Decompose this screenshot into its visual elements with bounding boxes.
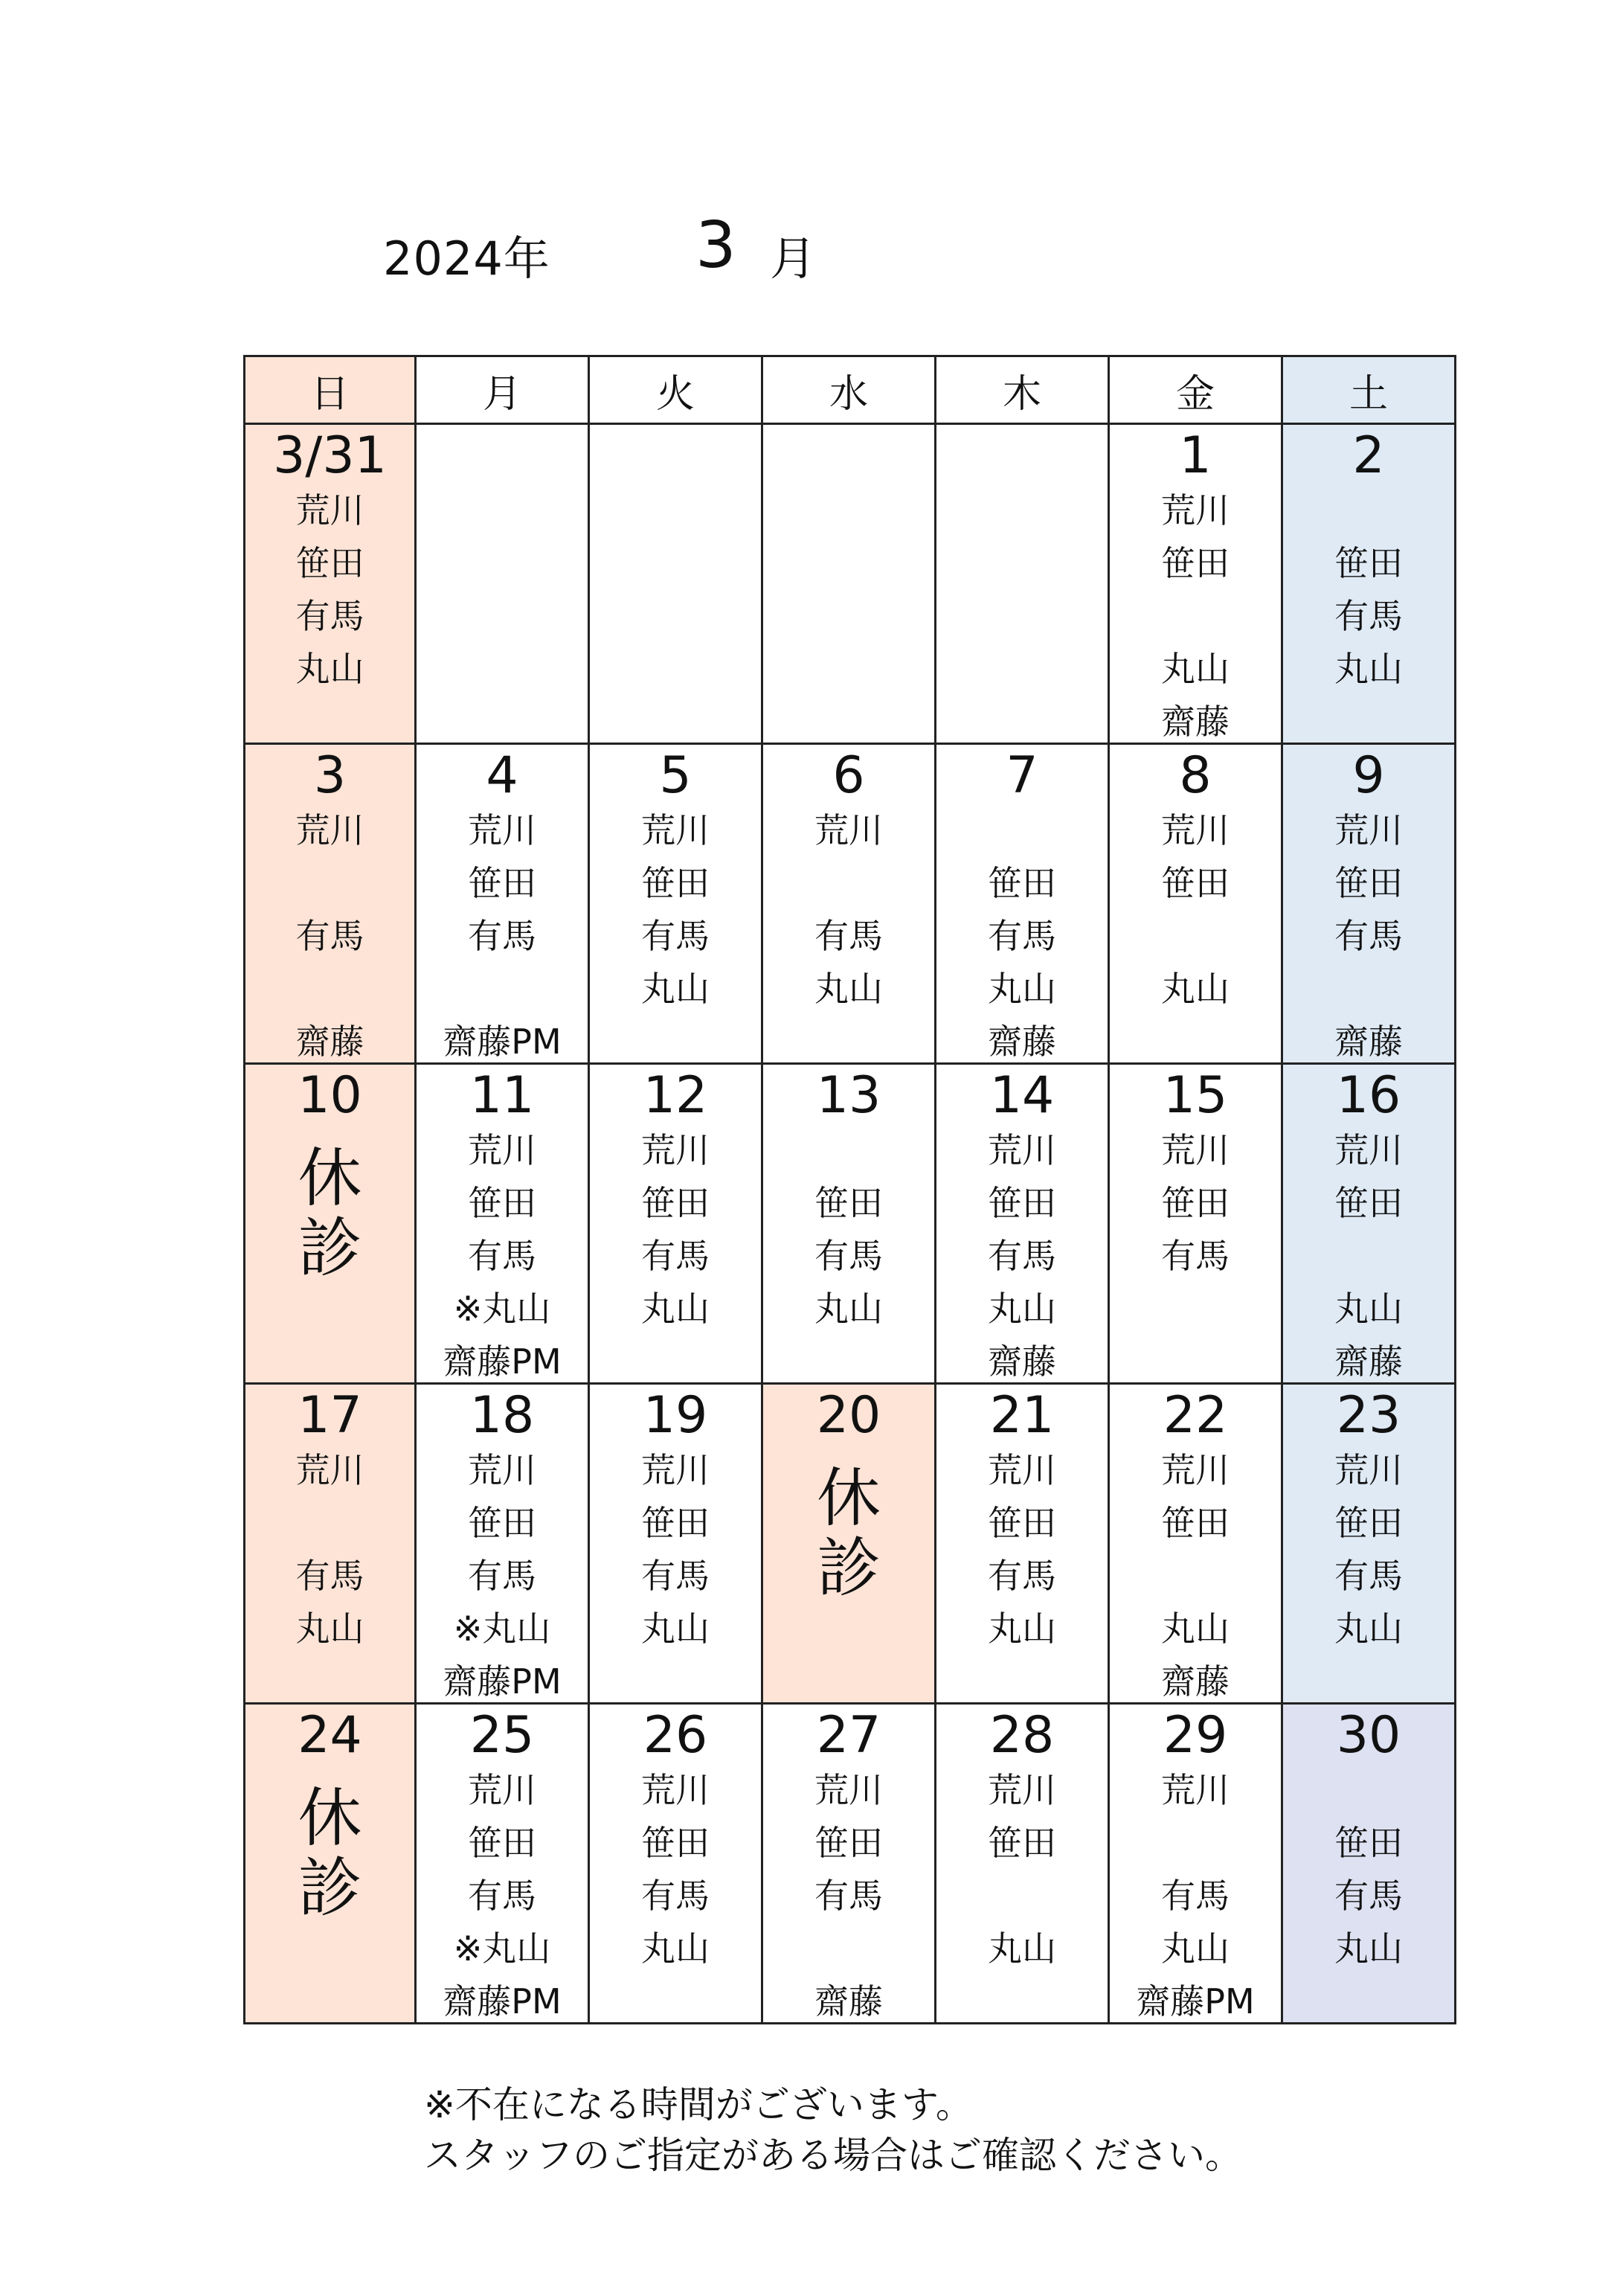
year-label: 2024年 [383,231,550,286]
day-number: 7 [1006,746,1038,805]
staff-name: 荒川 [641,1770,710,1810]
day-cell [1283,1705,1456,2024]
notes [424,2079,1242,2181]
day-number [763,428,934,484]
staff-name: 荒川 [295,490,364,530]
staff-name: 荒川 [641,1450,710,1490]
day-number: 20 [816,1386,881,1445]
day-number: 6 [832,746,865,805]
day-cell [763,425,936,745]
day-number [417,428,588,484]
staff-name: 荒川 [814,1770,883,1810]
staff-name: 荒川 [468,1770,536,1810]
day-cell [417,425,590,745]
day-cell [936,1065,1110,1385]
day-cell [417,745,590,1065]
staff-name [936,484,1108,537]
week-row [243,745,1456,1065]
staff-name: 荒川 [468,1130,536,1170]
staff-name [1283,963,1454,1016]
week-row [243,1385,1456,1705]
day-cell [417,1385,590,1705]
staff-name [590,537,761,590]
staff-name: 丸山 [988,969,1056,1009]
staff-name: 齋藤 [295,1022,364,1062]
staff-name: 有馬 [1161,1876,1230,1916]
staff-name [417,643,588,696]
staff-name: 荒川 [295,810,364,850]
staff-name [245,696,414,748]
staff-name: 笹田 [641,1183,710,1223]
day-number: 21 [989,1386,1055,1445]
staff-name [936,537,1108,590]
staff-name: 丸山 [1161,649,1230,689]
staff-name [590,590,761,643]
day-number: 10 [298,1066,362,1125]
schedule-calendar [243,355,1456,2024]
day-number: 3 [313,746,347,805]
staff-name: 笹田 [295,543,364,583]
day-cell [590,1705,763,2024]
staff-name [936,1870,1108,1923]
staff-name [590,1975,761,2028]
staff-name: 丸山 [641,1289,710,1329]
staff-name [590,1335,761,1388]
staff-name: 有馬 [468,1556,536,1596]
day-cell [763,745,936,1065]
staff-name [1110,1283,1281,1335]
staff-name: 笹田 [1334,543,1403,583]
day-number: 26 [643,1706,708,1765]
staff-name [590,696,761,748]
staff-name [763,1335,934,1388]
staff-name: 有馬 [641,916,710,956]
day-cell [936,745,1110,1065]
staff-name: 丸山 [1161,969,1230,1009]
day-number: 19 [643,1386,708,1445]
day-cell-closed [243,1705,417,2024]
staff-name: 笹田 [988,1823,1056,1863]
day-cell [763,1705,936,2024]
staff-name [1110,1335,1281,1388]
staff-name [763,1923,934,1975]
staff-name: 齋藤 [814,1981,883,2021]
staff-name [1283,1975,1454,2028]
staff-name [936,590,1108,643]
staff-name: 齋藤 [1334,1341,1403,1382]
day-number: 8 [1179,746,1212,805]
staff-name: 荒川 [1161,1450,1230,1490]
staff-name: 有馬 [1161,1236,1230,1276]
day-number: 28 [989,1706,1055,1765]
day-cell [1110,1065,1283,1385]
staff-name: ※丸山 [453,1928,551,1969]
day-number: 25 [469,1706,535,1765]
day-cell [417,1705,590,2024]
staff-name: 荒川 [468,1450,536,1490]
staff-name: 有馬 [295,1556,364,1596]
day-cell [590,425,763,745]
staff-name [417,484,588,537]
staff-name: 笹田 [641,1823,710,1863]
staff-name: 笹田 [988,863,1056,903]
staff-name: 齋藤PM [443,1981,562,2021]
staff-name: 笹田 [468,863,536,903]
staff-name [1110,1550,1281,1603]
staff-name: 齋藤 [988,1341,1056,1382]
staff-name: 笹田 [1334,1503,1403,1543]
staff-name: 有馬 [814,1236,883,1276]
staff-name: 笹田 [1161,543,1230,583]
closed-char: 診 [817,1531,881,1606]
weekday-thursday: 木 [936,355,1110,425]
day-number: 30 [1336,1706,1401,1765]
day-cell [243,1385,417,1705]
day-number: 22 [1163,1386,1228,1445]
staff-name [936,804,1108,857]
day-number: 1 [1179,426,1212,485]
staff-name: 笹田 [988,1183,1056,1223]
staff-name [245,963,414,1016]
staff-name: 有馬 [468,1236,536,1276]
day-number: 16 [1336,1066,1401,1125]
staff-name: 荒川 [1334,1130,1403,1170]
staff-name: 丸山 [1161,1609,1230,1649]
day-cell [1110,1385,1283,1705]
day-cell [1110,425,1283,745]
staff-name [1110,1016,1281,1068]
weekday-header-row [243,355,1456,425]
day-number [936,428,1108,484]
staff-name: 荒川 [1334,810,1403,850]
weekday-sunday: 日 [243,355,417,425]
staff-name: 笹田 [1334,863,1403,903]
staff-name: 丸山 [988,1928,1056,1969]
staff-name [936,1975,1108,2028]
day-cell [936,425,1110,745]
staff-name: 丸山 [1334,649,1403,689]
staff-name [1110,910,1281,963]
day-number: 27 [816,1706,881,1765]
closed-char: 診 [298,1851,362,1925]
staff-name: 丸山 [295,1609,364,1649]
staff-name [936,1655,1108,1708]
staff-name: 笹田 [641,1503,710,1543]
staff-name: 荒川 [1334,1450,1403,1490]
staff-name: 荒川 [988,1770,1056,1810]
day-number: 17 [298,1386,362,1445]
weekday-monday: 月 [417,355,590,425]
note-absence: ※不在になる時間がございます。 [424,2083,973,2126]
closed-label [245,1783,414,1923]
staff-name: 荒川 [814,810,883,850]
staff-name: 齋藤PM [443,1341,562,1382]
staff-name: 有馬 [814,1876,883,1916]
staff-name: 荒川 [1161,1770,1230,1810]
week-row [243,425,1456,745]
staff-name [1110,590,1281,643]
staff-name: 齋藤 [1161,1661,1230,1702]
staff-name: 笹田 [1161,863,1230,903]
staff-name: 齋藤PM [443,1022,562,1062]
week-row [243,1065,1456,1385]
staff-name: 有馬 [641,1236,710,1276]
staff-name: 荒川 [641,810,710,850]
staff-name: 有馬 [295,916,364,956]
staff-name: 有馬 [468,916,536,956]
staff-name: 荒川 [295,1450,364,1490]
staff-name: 丸山 [988,1289,1056,1329]
staff-name: 有馬 [988,916,1056,956]
staff-name [763,484,934,537]
staff-name [1283,696,1454,748]
weekday-saturday: 土 [1283,355,1456,425]
staff-name [417,963,588,1016]
staff-name: 有馬 [1334,1556,1403,1596]
day-cell [1283,425,1456,745]
weekday-tuesday: 火 [590,355,763,425]
staff-name [763,1124,934,1177]
day-cell [936,1705,1110,2024]
staff-name: 笹田 [468,1823,536,1863]
staff-name: 笹田 [641,863,710,903]
staff-name [245,857,414,910]
staff-name: 笹田 [468,1183,536,1223]
day-number: 14 [989,1066,1055,1125]
day-cell [590,745,763,1065]
staff-name: 有馬 [988,1236,1056,1276]
closed-char: 休 [298,1141,362,1216]
day-number: 15 [1163,1066,1228,1125]
staff-name [1283,1230,1454,1283]
staff-name: 丸山 [641,1609,710,1649]
staff-name: 齋藤 [988,1022,1056,1062]
staff-name: 荒川 [641,1130,710,1170]
day-cell [590,1385,763,1705]
staff-name [763,537,934,590]
day-number [590,428,761,484]
day-cell [243,745,417,1065]
day-cell-closed [243,1065,417,1385]
staff-name: 有馬 [641,1876,710,1916]
staff-name: ※丸山 [453,1289,551,1329]
staff-name: 丸山 [1334,1289,1403,1329]
calendar-title [0,208,1623,290]
closed-label [245,1141,414,1286]
staff-name [245,1497,414,1550]
staff-name [763,1016,934,1068]
staff-name: ※丸山 [453,1609,551,1649]
staff-name: 荒川 [1161,1130,1230,1170]
staff-name: 笹田 [1334,1183,1403,1223]
weekday-wednesday: 水 [763,355,936,425]
staff-name [763,696,934,748]
staff-name [590,1655,761,1708]
staff-name: 丸山 [1161,1928,1230,1969]
staff-name: 有馬 [1334,916,1403,956]
staff-name [763,857,934,910]
staff-name: 丸山 [641,969,710,1009]
week-row [243,1705,1456,2024]
staff-name [590,484,761,537]
staff-name [1283,484,1454,537]
day-number: 5 [659,746,692,805]
day-number: 23 [1336,1386,1401,1445]
day-number: 18 [469,1386,535,1445]
staff-name: 有馬 [988,1556,1056,1596]
closed-char: 休 [817,1461,881,1536]
day-cell-closed [763,1385,936,1705]
day-number: 2 [1352,426,1385,485]
staff-name: 齋藤 [1334,1022,1403,1062]
closed-label [763,1461,934,1606]
staff-name: 有馬 [1334,1876,1403,1916]
day-number: 9 [1352,746,1385,805]
staff-name: 丸山 [295,649,364,689]
staff-name: 丸山 [814,969,883,1009]
staff-name [1283,1764,1454,1817]
day-number: 4 [486,746,518,805]
closed-char: 診 [298,1211,362,1286]
staff-name: 笹田 [468,1503,536,1543]
note-staff-request: スタッフのご指定がある場合はご確認ください。 [424,2134,1242,2177]
staff-name: 丸山 [814,1289,883,1329]
staff-name: 齋藤 [1161,702,1230,742]
day-cell [936,1385,1110,1705]
staff-name [1110,1817,1281,1870]
day-cell [590,1065,763,1385]
staff-name [417,590,588,643]
day-cell [243,425,417,745]
day-number: 11 [469,1066,535,1125]
day-cell [763,1065,936,1385]
staff-name: 齋藤PM [1136,1981,1255,2021]
staff-name: 荒川 [468,810,536,850]
staff-name [590,643,761,696]
staff-name: 丸山 [988,1609,1056,1649]
month-unit: 月 [770,231,817,286]
day-number: 3/31 [273,426,387,485]
weekday-friday: 金 [1110,355,1283,425]
day-number: 12 [643,1066,708,1125]
staff-name: 荒川 [1161,810,1230,850]
staff-name: 有馬 [641,1556,710,1596]
staff-name: 荒川 [1161,490,1230,530]
day-number: 24 [298,1706,362,1765]
closed-char: 休 [298,1781,362,1856]
staff-name: 笹田 [1161,1183,1230,1223]
staff-name: 齋藤PM [443,1661,562,1702]
month-number: 3 [695,208,736,283]
day-cell [417,1065,590,1385]
staff-name [245,1655,414,1708]
day-cell [1283,745,1456,1065]
day-cell [1283,1065,1456,1385]
staff-name: 笹田 [988,1503,1056,1543]
day-cell [1110,1705,1283,2024]
staff-name: 笹田 [814,1823,883,1863]
staff-name: 笹田 [1334,1823,1403,1863]
staff-name [417,537,588,590]
staff-name [1283,1655,1454,1708]
staff-name: 丸山 [1334,1928,1403,1969]
staff-name: 荒川 [988,1130,1056,1170]
staff-name: 笹田 [1161,1503,1230,1543]
staff-name [936,643,1108,696]
staff-name [590,1016,761,1068]
staff-name: 笹田 [814,1183,883,1223]
staff-name [763,590,934,643]
staff-name [936,696,1108,748]
staff-name: 丸山 [1334,1609,1403,1649]
staff-name: 有馬 [295,596,364,636]
day-cell [1110,745,1283,1065]
day-number: 29 [1163,1706,1228,1765]
staff-name [763,643,934,696]
staff-name [417,696,588,748]
day-cell [1283,1385,1456,1705]
staff-name: 有馬 [1334,596,1403,636]
staff-name: 有馬 [814,916,883,956]
staff-name: 有馬 [468,1876,536,1916]
staff-name: 荒川 [988,1450,1056,1490]
day-number: 13 [816,1066,881,1125]
staff-name: 丸山 [641,1928,710,1969]
